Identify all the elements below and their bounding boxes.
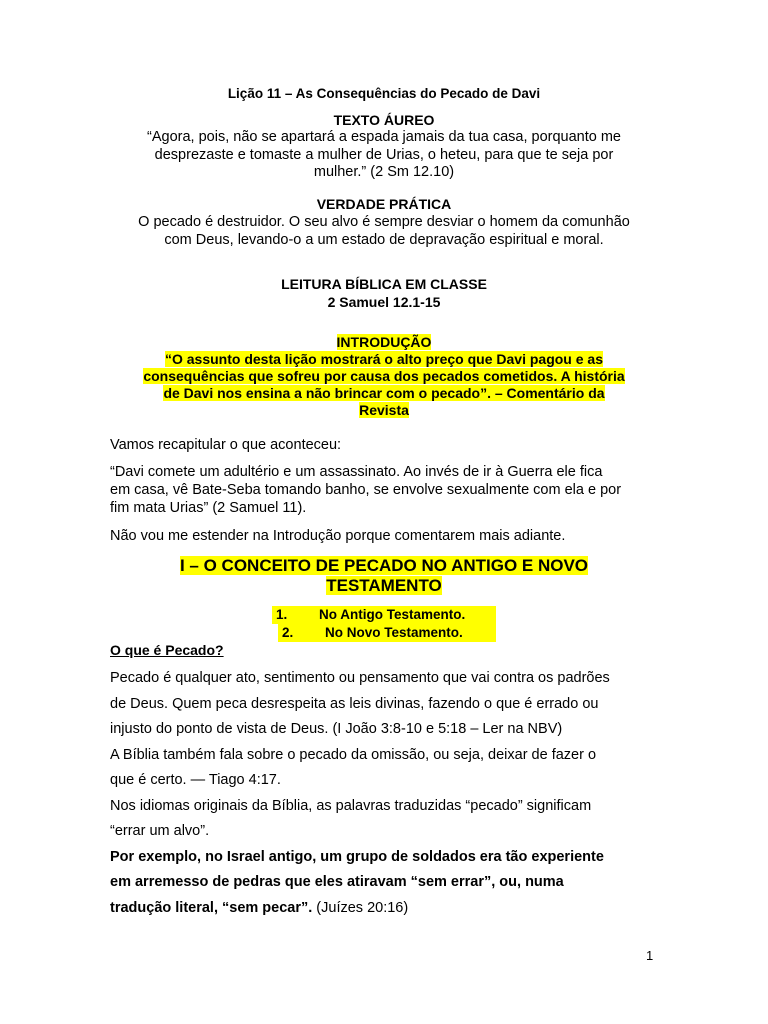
recap-paragraph: Vamos recapitular o que aconteceu: <box>110 437 342 453</box>
quote-line: “Davi comete um adultério e um assassinato. Ao invés de ir à Guerra ele fica <box>110 464 603 480</box>
verdade-pratica-text <box>110 213 658 249</box>
introducao-block <box>110 334 658 419</box>
bold-line: em arremesso de pedras que eles atiravam “sem errar”, ou, numa <box>110 874 564 890</box>
text-line <box>110 896 658 922</box>
lesson-title: Lição 11 – As Consequências do Pecado de Davi <box>227 86 541 101</box>
list-item <box>272 606 496 624</box>
text-line: Nos idiomas originais da Bíblia, as palavras traduzidas “pecado” significam <box>110 797 592 814</box>
text-line: “errar um alvo”. <box>110 823 210 839</box>
definition-text <box>110 666 658 921</box>
text-line: de Deus. Quem peca desrespeita as leis divinas, fazendo o que é errado ou <box>110 695 599 712</box>
quote-line: “Agora, pois, não se apartará a espada jamais da tua casa, porquanto me <box>147 129 621 145</box>
texto-aureo-heading: TEXTO ÁUREO <box>333 112 435 128</box>
list-number: 1. <box>276 607 288 622</box>
leitura-heading: LEITURA BÍBLICA EM CLASSE <box>281 276 487 292</box>
texto-aureo-quote <box>110 129 658 182</box>
text-line: com Deus, levando-o a um estado de depravação espiritual e moral. <box>164 232 604 248</box>
text-line: Pecado é qualquer ato, sentimento ou pensamento que vai contra os padrões <box>110 670 610 686</box>
section-line: TESTAMENTO <box>326 576 442 595</box>
section-line: I – O CONCEITO DE PECADO NO ANTIGO E NOVO <box>179 556 589 575</box>
quote-line: mulher.” (2 Sm 12.10) <box>313 164 455 180</box>
leitura-biblica <box>0 275 768 311</box>
intro-line: “O assunto desta lição mostrará o alto preço que Davi pagou e as <box>164 351 603 367</box>
nao-vou-paragraph: Não vou me estender na Introdução porque comentarem mais adiante. <box>110 528 566 544</box>
text-line: A Bíblia também fala sobre o pecado da omissão, ou seja, deixar de fazer o <box>110 746 597 763</box>
text-line: O pecado é destruidor. O seu alvo é sempre desviar o homem da comunhão <box>138 214 630 230</box>
list-text: No Antigo Testamento. <box>319 607 466 622</box>
list-item <box>278 624 496 642</box>
oque-e-pecado-heading: O que é Pecado? <box>110 642 224 658</box>
reference-fragment: (Juízes 20:16) <box>312 899 409 916</box>
intro-line: Revista <box>359 402 409 418</box>
list-number: 2. <box>282 625 294 640</box>
intro-line: de Davi nos ensina a não brincar com o pecado”. – Comentário da <box>163 385 605 401</box>
quote-line: desprezaste e tomaste a mulher de Urias, o heteu, para que te seja por <box>154 146 614 163</box>
bold-fragment: tradução literal, “sem pecar”. <box>110 899 313 916</box>
text-line: que é certo. — Tiago 4:17. <box>110 772 281 788</box>
list-text: No Novo Testamento. <box>325 625 463 640</box>
quote-line: fim mata Urias” (2 Samuel 11). <box>110 500 307 516</box>
introducao-heading: INTRODUÇÃO <box>336 334 432 350</box>
page-number: 1 <box>646 948 654 963</box>
verdade-pratica-heading: VERDADE PRÁTICA <box>316 196 452 212</box>
bold-line: Por exemplo, no Israel antigo, um grupo de soldados era tão experiente <box>110 848 604 865</box>
section-1-heading <box>110 556 658 596</box>
summary-quote <box>110 463 658 517</box>
intro-line: consequências que sofreu por causa dos pecados cometidos. A história <box>143 368 625 384</box>
text-line: injusto do ponto de vista de Deus. (I João 3:8-10 e 5:18 – Ler na NBV) <box>110 721 563 737</box>
leitura-reference: 2 Samuel 12.1-15 <box>327 294 441 310</box>
quote-line: em casa, vê Bate-Seba tomando banho, se envolve sexualmente com ela e por <box>110 482 622 498</box>
